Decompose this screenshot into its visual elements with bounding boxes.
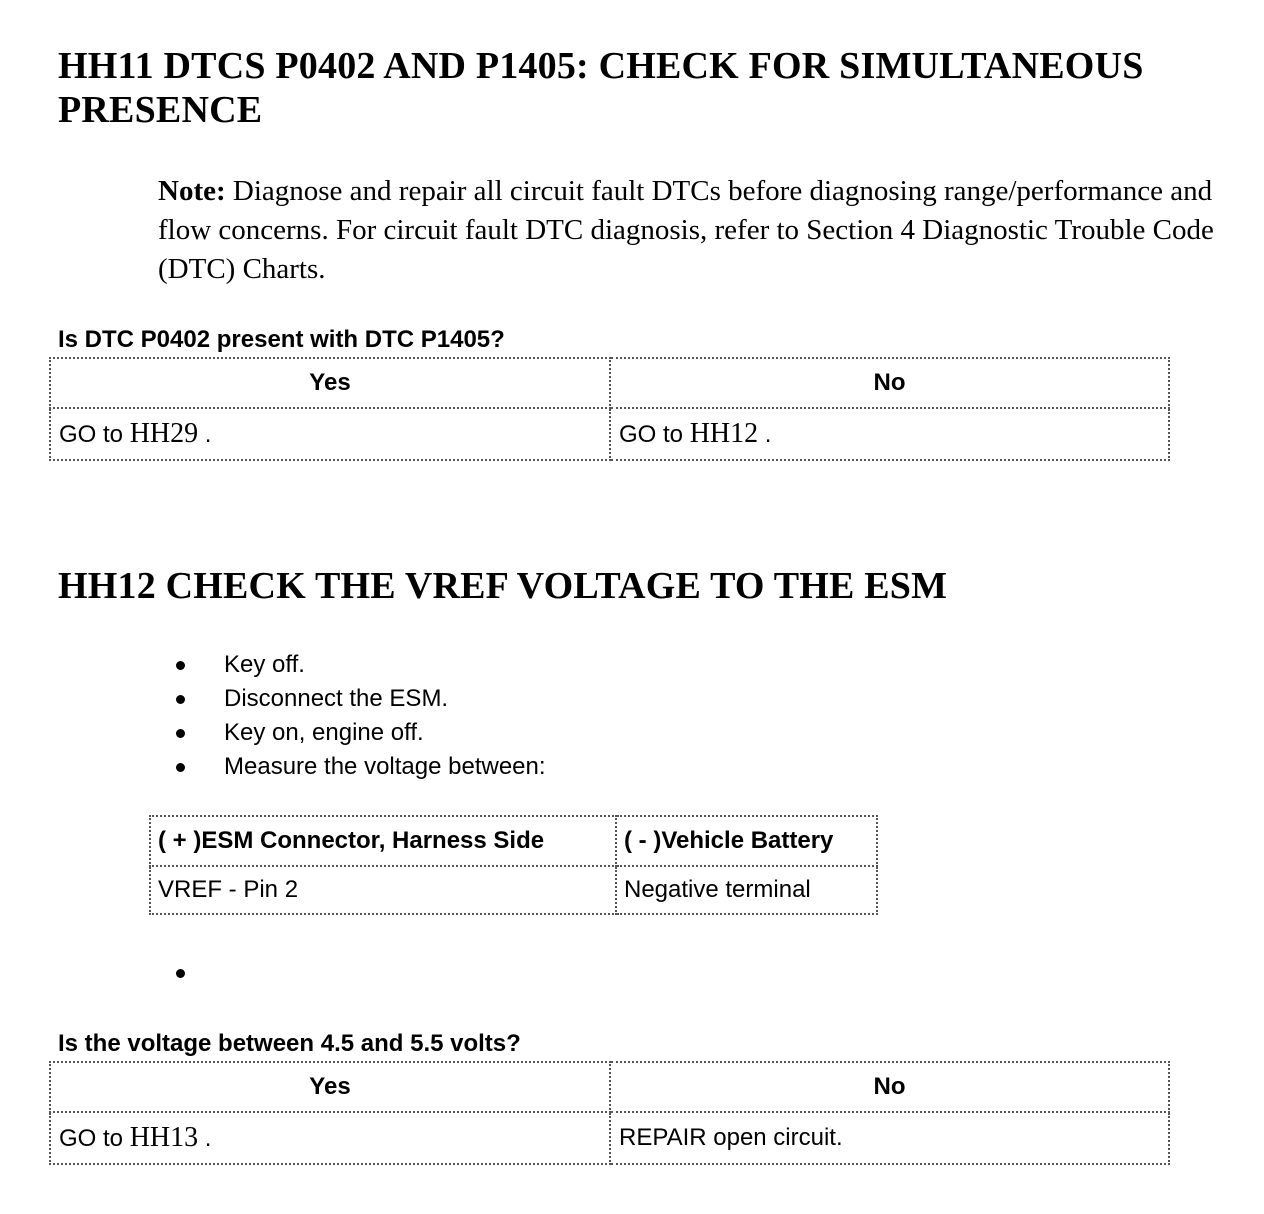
bullet-icon [176,695,185,704]
yes-action-suffix: . [198,421,212,448]
hh11-question: Is DTC P0402 present with DTC P1405? [58,326,505,353]
note-label: Note: [158,175,226,207]
yes-action-cell [50,1112,610,1164]
positive-lead-header: ( + )ESM Connector, Harness Side [150,816,616,866]
hh11-section-title: HH11 DTCS P0402 AND P1405: CHECK FOR SIMULTANEOUS PRESENCE [58,45,1144,131]
no-action-prefix: GO to [619,421,690,448]
list-item [170,716,546,750]
list-item [170,648,546,682]
hh12-step-list [170,648,546,784]
negative-lead-header: ( - )Vehicle Battery [616,816,877,866]
yes-header: Yes [50,358,610,408]
note-paragraph [158,172,1228,289]
bullet-icon [176,763,185,772]
bullet-icon [176,729,185,738]
no-action-cell: REPAIR open circuit. [610,1112,1169,1164]
yes-action-prefix: GO to [59,421,130,448]
no-header: No [610,1062,1169,1112]
negative-lead-value: Negative terminal [616,866,877,914]
table-header-row [50,1062,1169,1112]
yes-header: Yes [50,1062,610,1112]
measurement-table [149,815,878,915]
no-action-suffix: . [758,421,772,448]
step-text: Key off. [224,651,305,678]
table-header-row [50,358,1169,408]
no-action-cell [610,408,1169,460]
list-item [170,750,546,784]
hh11-yes-no-table [49,357,1170,461]
goto-hh13-link[interactable]: HH13 [129,1122,199,1153]
yes-action-prefix: GO to [59,1125,130,1152]
table-row [50,1112,1169,1164]
note-text: Diagnose and repair all circuit fault DTCs before diagnosing range/performance and flow concerns. For circuit fault DTC diagnosis, refer to Section 4 Diagnostic Trouble Code (DTC) Charts. [158,175,1214,285]
step-text: Disconnect the ESM. [224,685,449,712]
goto-hh12-link[interactable]: HH12 [689,418,759,449]
table-row [150,866,877,914]
hh12-yes-no-table [49,1061,1170,1165]
empty-bullet-icon [176,969,185,978]
no-header: No [610,358,1169,408]
step-text: Key on, engine off. [224,719,424,746]
hh12-question: Is the voltage between 4.5 and 5.5 volts? [58,1030,521,1057]
table-row [50,408,1169,460]
hh12-section-title: HH12 CHECK THE VREF VOLTAGE TO THE ESM [58,565,948,607]
list-item [170,682,546,716]
bullet-icon [176,661,185,670]
yes-action-cell [50,408,610,460]
positive-lead-value: VREF - Pin 2 [150,866,616,914]
table-header-row [150,816,877,866]
yes-action-suffix: . [198,1125,212,1152]
step-text: Measure the voltage between: [224,753,546,780]
goto-hh29-link[interactable]: HH29 [129,418,199,449]
